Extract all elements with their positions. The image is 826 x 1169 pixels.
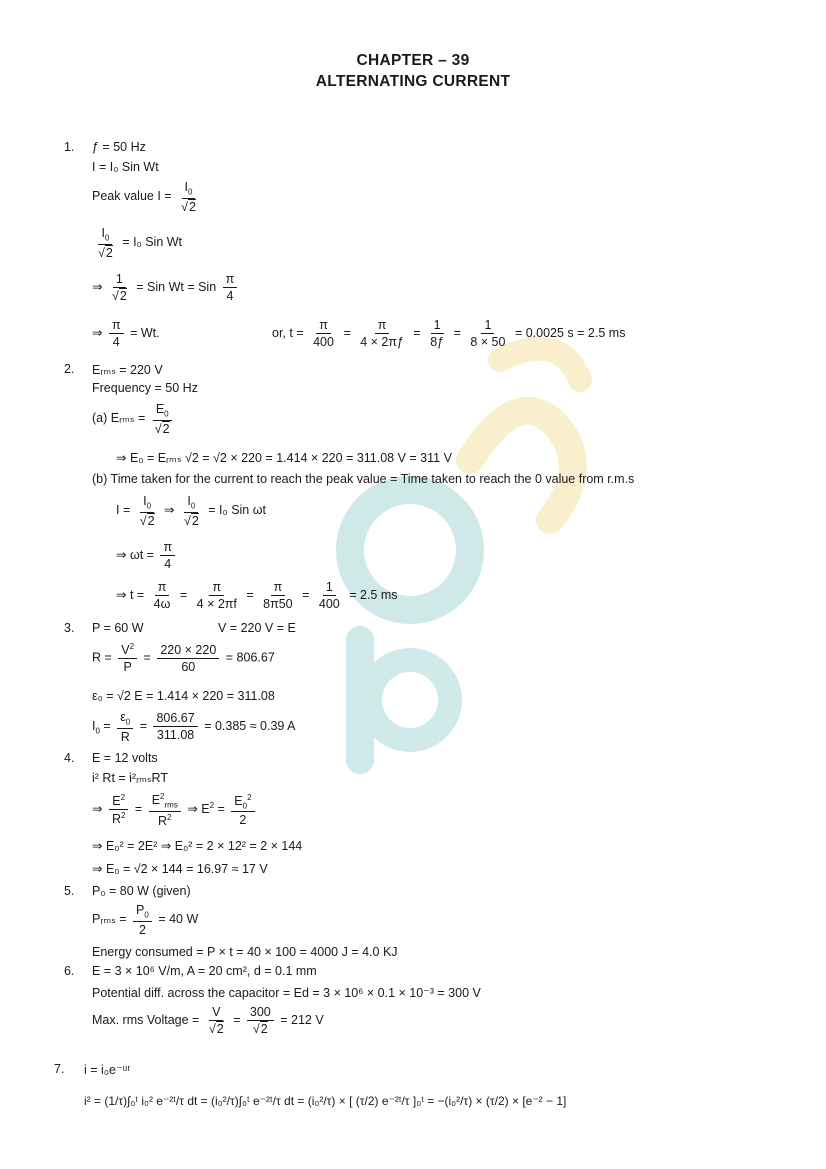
q1-line6-or: or, t = $\frac{\pi}{400}$ = $\frac{\pi}{4 \times 2\pi ƒ}$ = $\frac{1}{8ƒ}$ = $\frac{1}{8 \times 50}$ = 0.0025 s = 2.5 ms: [272, 318, 626, 349]
question-number: 4.: [64, 751, 75, 765]
q2-a: (a) Eᵣₘₛ = $\frac{E_0}{√2}$: [92, 402, 170, 436]
q4-line1: E = 12 volts: [92, 751, 158, 765]
q3-line3: ε₀ = √2 E = 1.414 × 220 = 311.08: [92, 689, 275, 703]
label: Peak value I =: [92, 189, 172, 204]
q6-line2: Potential diff. across the capacitor = Ed = 3 × 10⁶ × 0.1 × 10⁻³ = 300 V: [92, 986, 481, 1000]
question-number: 7.: [54, 1062, 65, 1076]
q2-a-result: ⇒ E₀ = Eᵣₘₛ √2 = √2 × 220 = 1.414 × 220 = 311.08 V = 311 V: [116, 451, 452, 465]
q4-line3: ⇒ $\frac{E^2}{R^2}$ = $\frac{E^2_{rms}}{R^2}$ ⇒ $E^2$ = $\frac{E_0^2}{2}$: [92, 792, 258, 828]
q3-line1b: V = 220 V = E: [218, 621, 296, 635]
q3-line2: R = $\frac{V^2}{P}$ = $\frac{220 \times 220}{60}$ = 806.67: [92, 642, 275, 675]
question-number: 5.: [64, 884, 75, 898]
q2-b-line2: I = $\frac{I_0}{√2}$ ⇒ $\frac{I_0}{√2}$ = I₀ Sin ωt: [116, 494, 266, 528]
question-number: 6.: [64, 964, 75, 978]
q4-line2: i² Rt = i²ᵣₘₛRT: [92, 771, 168, 785]
q1-line2: I = I₀ Sin Wt: [92, 160, 159, 174]
q1-line5: ⇒ $\frac{1}{√2}$ = Sin Wt = Sin $\frac{\pi}{4}$: [92, 272, 240, 303]
q1-line3: Peak value I = $\frac{I_0}{√2}$: [92, 180, 196, 214]
q5-line2: Pᵣₘₛ = $\frac{P_0}{2}$ = 40 W: [92, 903, 199, 937]
q4-line5: ⇒ E₀ = √2 × 144 = 16.97 ≈ 17 V: [92, 862, 268, 876]
q2-b-label: (b) Time taken for the current to reach the peak value = Time taken to reach the 0 value from r.m.s: [92, 472, 635, 486]
q3-line4: $I_0$ = $\frac{\varepsilon_0}{R}$ = $\frac{806.67}{311.08}$ = 0.385 ≈ 0.39 A: [92, 710, 296, 744]
q7-line2: i² = (1/τ)∫₀ᵗ i₀² e⁻²ᵗ/τ dt = (i₀²/τ)∫₀ᵗ e⁻²ᵗ/τ dt = (i₀²/τ) × [ (τ/2) e⁻²ᵗ/τ ]₀ᵗ = −(i₀²/τ) × (τ/2) × [e⁻² − 1]: [84, 1094, 567, 1108]
q3-line1: P = 60 W: [92, 621, 144, 635]
q2-line2: Frequency = 50 Hz: [92, 381, 198, 395]
chapter-heading: CHAPTER – 39: [356, 52, 470, 69]
page-title: ALTERNATING CURRENT: [315, 73, 511, 90]
question-number: 2.: [64, 362, 75, 376]
q1-line1: ƒ = 50 Hz: [92, 140, 146, 154]
q2-b-line3: ⇒ ωt = $\frac{\pi}{4}$: [116, 540, 178, 571]
q5-line1: P₀ = 80 W (given): [92, 884, 191, 898]
q1-line4: $\frac{I_0}{√2}$ = I₀ Sin Wt: [98, 226, 183, 260]
question-number: 1.: [64, 140, 75, 154]
q5-line3: Energy consumed = P × t = 40 × 100 = 4000 J = 4.0 KJ: [92, 945, 398, 959]
q6-line3: Max. rms Voltage = $\frac{V}{√2}$ = $\frac{300}{√2}$ = 212 V: [92, 1005, 324, 1036]
q7-line1: i = i₀e⁻ᵘʳ: [84, 1063, 131, 1077]
q2-b-line4: ⇒ t = $\frac{\pi}{4\omega}$ = $\frac{\pi}{4 \times 2\pi f}$ = $\frac{\pi}{8\pi 50}$ = $\frac{1}{400}$ = 2.5 ms: [116, 580, 398, 611]
q1-line6: ⇒ $\frac{\pi}{4}$ = Wt.: [92, 318, 160, 349]
q2-line1: Eᵣₘₛ = 220 V: [92, 363, 163, 377]
q4-line4: ⇒ E₀² = 2E² ⇒ E₀² = 2 × 12² = 2 × 144: [92, 839, 303, 853]
question-number: 3.: [64, 621, 75, 635]
q6-line1: E = 3 × 10⁶ V/m, A = 20 cm², d = 0.1 mm: [92, 964, 317, 978]
